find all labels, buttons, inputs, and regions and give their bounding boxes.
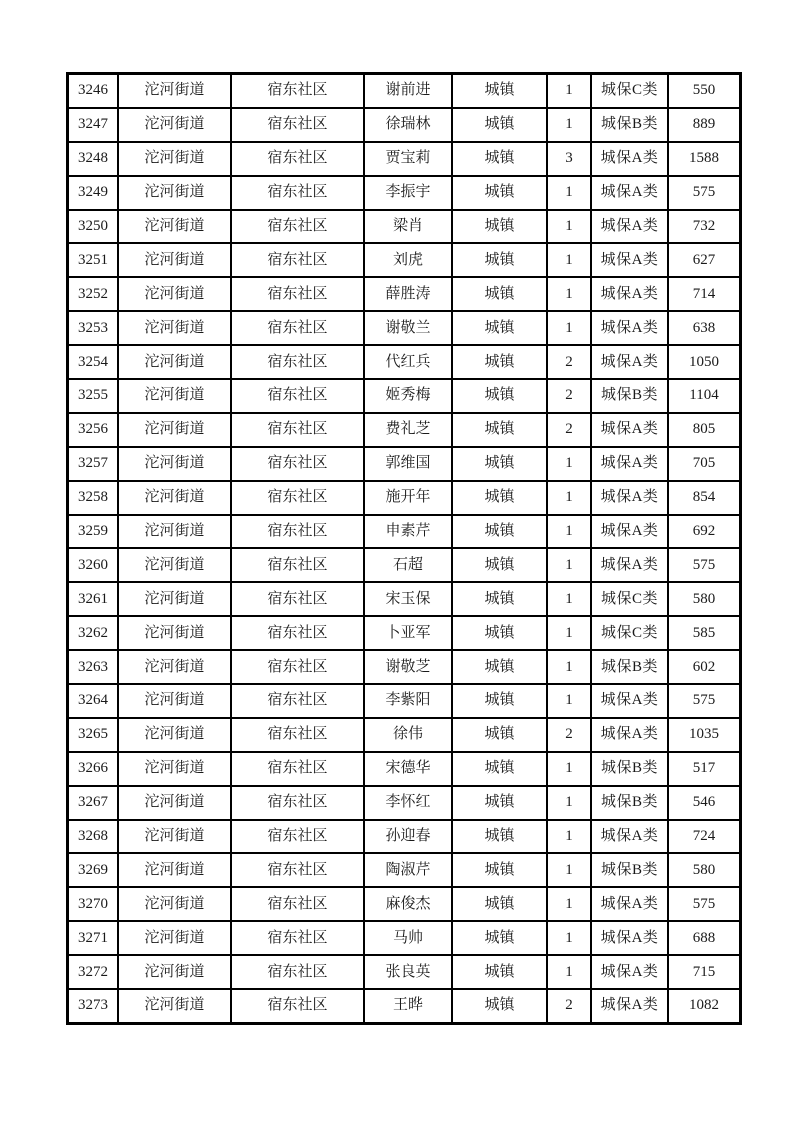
- cell-community: 宿东社区: [231, 210, 364, 244]
- cell-name: 李紫阳: [364, 684, 452, 718]
- cell-amount: 854: [668, 481, 741, 515]
- cell-amount: 575: [668, 684, 741, 718]
- cell-amount: 575: [668, 887, 741, 921]
- table-row: [68, 210, 741, 244]
- cell-restype: 城镇: [452, 379, 547, 413]
- cell-serial: 3249: [68, 176, 119, 210]
- cell-count: 2: [547, 379, 591, 413]
- cell-category: 城保A类: [591, 718, 668, 752]
- cell-serial: 3269: [68, 853, 119, 887]
- cell-category: 城保B类: [591, 108, 668, 142]
- cell-amount: 575: [668, 548, 741, 582]
- cell-amount: 627: [668, 243, 741, 277]
- cell-amount: 688: [668, 921, 741, 955]
- cell-street: 沱河街道: [118, 311, 231, 345]
- cell-name: 徐伟: [364, 718, 452, 752]
- cell-name: 谢敬兰: [364, 311, 452, 345]
- cell-community: 宿东社区: [231, 718, 364, 752]
- cell-community: 宿东社区: [231, 447, 364, 481]
- cell-restype: 城镇: [452, 853, 547, 887]
- cell-street: 沱河街道: [118, 650, 231, 684]
- cell-street: 沱河街道: [118, 582, 231, 616]
- cell-street: 沱河街道: [118, 853, 231, 887]
- cell-street: 沱河街道: [118, 108, 231, 142]
- cell-amount: 575: [668, 176, 741, 210]
- cell-serial: 3259: [68, 515, 119, 549]
- cell-restype: 城镇: [452, 210, 547, 244]
- cell-restype: 城镇: [452, 582, 547, 616]
- cell-amount: 546: [668, 786, 741, 820]
- cell-serial: 3251: [68, 243, 119, 277]
- cell-serial: 3253: [68, 311, 119, 345]
- table-row: [68, 515, 741, 549]
- cell-amount: 517: [668, 752, 741, 786]
- table-row: [68, 853, 741, 887]
- cell-amount: 805: [668, 413, 741, 447]
- cell-community: 宿东社区: [231, 243, 364, 277]
- cell-street: 沱河街道: [118, 277, 231, 311]
- cell-restype: 城镇: [452, 650, 547, 684]
- table-row: [68, 887, 741, 921]
- cell-serial: 3250: [68, 210, 119, 244]
- table-row: [68, 311, 741, 345]
- cell-category: 城保A类: [591, 277, 668, 311]
- cell-name: 贾宝莉: [364, 142, 452, 176]
- cell-count: 2: [547, 413, 591, 447]
- cell-name: 谢前进: [364, 74, 452, 108]
- cell-category: 城保A类: [591, 176, 668, 210]
- cell-community: 宿东社区: [231, 921, 364, 955]
- cell-name: 李怀红: [364, 786, 452, 820]
- cell-serial: 3273: [68, 989, 119, 1023]
- cell-count: 1: [547, 277, 591, 311]
- table-row: [68, 243, 741, 277]
- cell-restype: 城镇: [452, 616, 547, 650]
- cell-community: 宿东社区: [231, 989, 364, 1023]
- cell-amount: 714: [668, 277, 741, 311]
- cell-category: 城保C类: [591, 74, 668, 108]
- cell-street: 沱河街道: [118, 379, 231, 413]
- cell-name: 麻俊杰: [364, 887, 452, 921]
- cell-street: 沱河街道: [118, 243, 231, 277]
- cell-street: 沱河街道: [118, 820, 231, 854]
- cell-count: 1: [547, 74, 591, 108]
- table-row: [68, 413, 741, 447]
- cell-serial: 3256: [68, 413, 119, 447]
- cell-street: 沱河街道: [118, 345, 231, 379]
- cell-category: 城保A类: [591, 345, 668, 379]
- cell-category: 城保B类: [591, 379, 668, 413]
- cell-community: 宿东社区: [231, 108, 364, 142]
- cell-street: 沱河街道: [118, 887, 231, 921]
- table-row: [68, 752, 741, 786]
- cell-name: 谢敬芝: [364, 650, 452, 684]
- table-row: [68, 176, 741, 210]
- cell-street: 沱河街道: [118, 684, 231, 718]
- cell-community: 宿东社区: [231, 616, 364, 650]
- cell-amount: 1104: [668, 379, 741, 413]
- cell-restype: 城镇: [452, 481, 547, 515]
- cell-street: 沱河街道: [118, 548, 231, 582]
- cell-name: 申素芹: [364, 515, 452, 549]
- cell-count: 2: [547, 989, 591, 1023]
- cell-amount: 550: [668, 74, 741, 108]
- cell-category: 城保A类: [591, 684, 668, 718]
- cell-street: 沱河街道: [118, 786, 231, 820]
- table-row: [68, 955, 741, 989]
- cell-serial: 3246: [68, 74, 119, 108]
- cell-street: 沱河街道: [118, 752, 231, 786]
- cell-serial: 3262: [68, 616, 119, 650]
- cell-name: 石超: [364, 548, 452, 582]
- cell-serial: 3247: [68, 108, 119, 142]
- cell-restype: 城镇: [452, 718, 547, 752]
- cell-count: 1: [547, 108, 591, 142]
- cell-name: 孙迎春: [364, 820, 452, 854]
- cell-community: 宿东社区: [231, 379, 364, 413]
- cell-serial: 3263: [68, 650, 119, 684]
- cell-community: 宿东社区: [231, 820, 364, 854]
- cell-category: 城保A类: [591, 481, 668, 515]
- cell-name: 费礼芝: [364, 413, 452, 447]
- cell-amount: 638: [668, 311, 741, 345]
- cell-community: 宿东社区: [231, 955, 364, 989]
- cell-restype: 城镇: [452, 515, 547, 549]
- cell-count: 1: [547, 921, 591, 955]
- table-row: [68, 379, 741, 413]
- cell-count: 1: [547, 243, 591, 277]
- table-row: [68, 989, 741, 1023]
- cell-count: 2: [547, 345, 591, 379]
- cell-name: 姬秀梅: [364, 379, 452, 413]
- cell-count: 1: [547, 684, 591, 718]
- cell-amount: 715: [668, 955, 741, 989]
- cell-count: 1: [547, 616, 591, 650]
- table-row: [68, 108, 741, 142]
- cell-category: 城保A类: [591, 243, 668, 277]
- cell-serial: 3272: [68, 955, 119, 989]
- cell-amount: 732: [668, 210, 741, 244]
- cell-community: 宿东社区: [231, 548, 364, 582]
- roster-table: [66, 72, 742, 1025]
- cell-name: 刘虎: [364, 243, 452, 277]
- cell-name: 卜亚军: [364, 616, 452, 650]
- cell-serial: 3265: [68, 718, 119, 752]
- cell-community: 宿东社区: [231, 786, 364, 820]
- cell-restype: 城镇: [452, 311, 547, 345]
- cell-amount: 692: [668, 515, 741, 549]
- cell-count: 1: [547, 515, 591, 549]
- cell-category: 城保A类: [591, 413, 668, 447]
- cell-amount: 1035: [668, 718, 741, 752]
- cell-category: 城保A类: [591, 548, 668, 582]
- cell-restype: 城镇: [452, 548, 547, 582]
- cell-count: 3: [547, 142, 591, 176]
- cell-amount: 705: [668, 447, 741, 481]
- cell-restype: 城镇: [452, 142, 547, 176]
- cell-community: 宿东社区: [231, 311, 364, 345]
- cell-category: 城保A类: [591, 142, 668, 176]
- cell-category: 城保B类: [591, 853, 668, 887]
- cell-street: 沱河街道: [118, 921, 231, 955]
- cell-category: 城保C类: [591, 616, 668, 650]
- cell-count: 1: [547, 752, 591, 786]
- cell-count: 1: [547, 210, 591, 244]
- cell-community: 宿东社区: [231, 413, 364, 447]
- cell-count: 1: [547, 786, 591, 820]
- cell-serial: 3261: [68, 582, 119, 616]
- cell-community: 宿东社区: [231, 176, 364, 210]
- cell-count: 1: [547, 176, 591, 210]
- cell-category: 城保C类: [591, 582, 668, 616]
- table-row: [68, 548, 741, 582]
- cell-amount: 889: [668, 108, 741, 142]
- cell-name: 梁肖: [364, 210, 452, 244]
- cell-serial: 3260: [68, 548, 119, 582]
- cell-street: 沱河街道: [118, 989, 231, 1023]
- cell-serial: 3257: [68, 447, 119, 481]
- cell-serial: 3270: [68, 887, 119, 921]
- cell-name: 薛胜涛: [364, 277, 452, 311]
- cell-restype: 城镇: [452, 820, 547, 854]
- cell-amount: 580: [668, 853, 741, 887]
- cell-restype: 城镇: [452, 887, 547, 921]
- cell-category: 城保A类: [591, 989, 668, 1023]
- cell-serial: 3248: [68, 142, 119, 176]
- cell-amount: 1588: [668, 142, 741, 176]
- cell-name: 徐瑞林: [364, 108, 452, 142]
- cell-count: 1: [547, 853, 591, 887]
- cell-serial: 3254: [68, 345, 119, 379]
- cell-street: 沱河街道: [118, 413, 231, 447]
- cell-street: 沱河街道: [118, 447, 231, 481]
- cell-name: 张良英: [364, 955, 452, 989]
- cell-category: 城保B类: [591, 650, 668, 684]
- cell-name: 施开年: [364, 481, 452, 515]
- cell-street: 沱河街道: [118, 210, 231, 244]
- table-row: [68, 74, 741, 108]
- table-row: [68, 142, 741, 176]
- table-row: [68, 820, 741, 854]
- cell-amount: 602: [668, 650, 741, 684]
- cell-street: 沱河街道: [118, 515, 231, 549]
- cell-restype: 城镇: [452, 684, 547, 718]
- cell-amount: 724: [668, 820, 741, 854]
- cell-community: 宿东社区: [231, 684, 364, 718]
- cell-name: 代红兵: [364, 345, 452, 379]
- cell-serial: 3258: [68, 481, 119, 515]
- cell-count: 2: [547, 718, 591, 752]
- cell-restype: 城镇: [452, 989, 547, 1023]
- cell-amount: 580: [668, 582, 741, 616]
- table-row: [68, 277, 741, 311]
- cell-restype: 城镇: [452, 277, 547, 311]
- cell-community: 宿东社区: [231, 582, 364, 616]
- cell-community: 宿东社区: [231, 752, 364, 786]
- cell-category: 城保A类: [591, 921, 668, 955]
- cell-count: 1: [547, 820, 591, 854]
- cell-count: 1: [547, 887, 591, 921]
- cell-name: 宋德华: [364, 752, 452, 786]
- cell-name: 马帅: [364, 921, 452, 955]
- cell-serial: 3268: [68, 820, 119, 854]
- cell-restype: 城镇: [452, 921, 547, 955]
- cell-restype: 城镇: [452, 413, 547, 447]
- table-row: [68, 481, 741, 515]
- cell-community: 宿东社区: [231, 853, 364, 887]
- cell-community: 宿东社区: [231, 277, 364, 311]
- cell-street: 沱河街道: [118, 718, 231, 752]
- table-row: [68, 582, 741, 616]
- cell-count: 1: [547, 582, 591, 616]
- cell-community: 宿东社区: [231, 650, 364, 684]
- table-row: [68, 718, 741, 752]
- cell-amount: 585: [668, 616, 741, 650]
- cell-restype: 城镇: [452, 176, 547, 210]
- cell-community: 宿东社区: [231, 345, 364, 379]
- cell-category: 城保B类: [591, 786, 668, 820]
- cell-category: 城保A类: [591, 311, 668, 345]
- table-row: [68, 447, 741, 481]
- cell-restype: 城镇: [452, 447, 547, 481]
- cell-restype: 城镇: [452, 108, 547, 142]
- cell-serial: 3264: [68, 684, 119, 718]
- cell-name: 郭维国: [364, 447, 452, 481]
- roster-table-body: [68, 74, 741, 1024]
- cell-community: 宿东社区: [231, 142, 364, 176]
- table-row: [68, 616, 741, 650]
- cell-street: 沱河街道: [118, 176, 231, 210]
- cell-name: 宋玉保: [364, 582, 452, 616]
- cell-street: 沱河街道: [118, 481, 231, 515]
- table-row: [68, 684, 741, 718]
- cell-count: 1: [547, 447, 591, 481]
- cell-count: 1: [547, 481, 591, 515]
- cell-count: 1: [547, 548, 591, 582]
- table-row: [68, 921, 741, 955]
- cell-street: 沱河街道: [118, 142, 231, 176]
- cell-serial: 3252: [68, 277, 119, 311]
- cell-restype: 城镇: [452, 955, 547, 989]
- cell-category: 城保A类: [591, 955, 668, 989]
- cell-restype: 城镇: [452, 243, 547, 277]
- cell-category: 城保A类: [591, 515, 668, 549]
- cell-restype: 城镇: [452, 74, 547, 108]
- cell-category: 城保A类: [591, 820, 668, 854]
- cell-name: 陶淑芹: [364, 853, 452, 887]
- table-row: [68, 650, 741, 684]
- cell-community: 宿东社区: [231, 481, 364, 515]
- cell-community: 宿东社区: [231, 74, 364, 108]
- cell-street: 沱河街道: [118, 955, 231, 989]
- cell-community: 宿东社区: [231, 515, 364, 549]
- cell-category: 城保A类: [591, 447, 668, 481]
- cell-count: 1: [547, 650, 591, 684]
- cell-serial: 3271: [68, 921, 119, 955]
- cell-count: 1: [547, 311, 591, 345]
- cell-category: 城保A类: [591, 210, 668, 244]
- cell-serial: 3255: [68, 379, 119, 413]
- cell-serial: 3267: [68, 786, 119, 820]
- cell-restype: 城镇: [452, 752, 547, 786]
- cell-restype: 城镇: [452, 345, 547, 379]
- cell-name: 王晔: [364, 989, 452, 1023]
- cell-amount: 1050: [668, 345, 741, 379]
- cell-name: 李振宇: [364, 176, 452, 210]
- cell-category: 城保B类: [591, 752, 668, 786]
- cell-count: 1: [547, 955, 591, 989]
- table-row: [68, 345, 741, 379]
- cell-serial: 3266: [68, 752, 119, 786]
- cell-community: 宿东社区: [231, 887, 364, 921]
- cell-street: 沱河街道: [118, 74, 231, 108]
- cell-amount: 1082: [668, 989, 741, 1023]
- cell-category: 城保A类: [591, 887, 668, 921]
- cell-restype: 城镇: [452, 786, 547, 820]
- table-row: [68, 786, 741, 820]
- cell-street: 沱河街道: [118, 616, 231, 650]
